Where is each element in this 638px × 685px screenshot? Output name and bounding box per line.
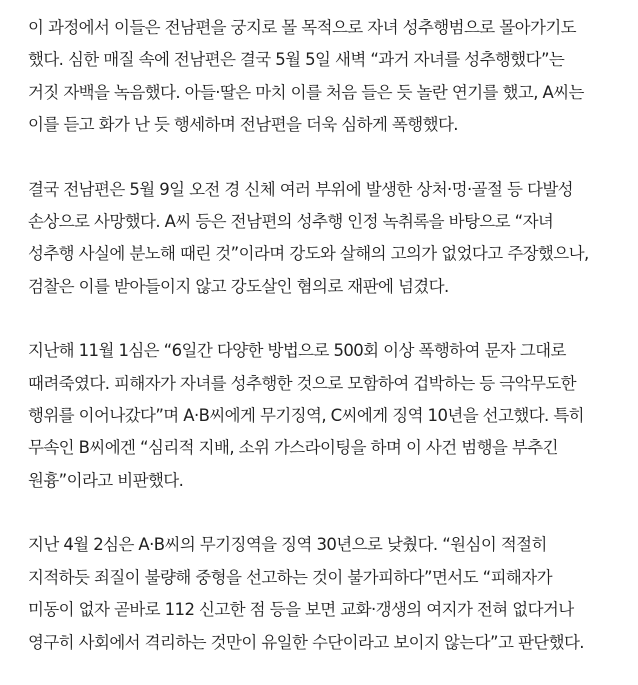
- paragraph-line: 결국 전남편은 5월 9일 오전 경 신체 여러 부위에 발생한 상처·멍·골절 등 다발성: [28, 179, 573, 199]
- paragraph-line: 검찰은 이를 받아들이지 않고 강도살인 혐의로 재판에 넘겼다.: [28, 276, 449, 296]
- paragraph-line: 때려죽였다. 피해자가 자녀를 성추행한 것으로 모함하여 겁박하는 등 극악무도한: [28, 373, 576, 393]
- paragraph-line: 지적하듯 죄질이 불량해 중형을 선고하는 것이 불가피하다”면서도 “피해자가: [28, 567, 552, 587]
- paragraph-line: 미동이 없자 곧바로 112 신고한 점 등을 보면 교화·갱생의 여지가 전혀 없다거나: [28, 600, 574, 620]
- paragraph-line: 지난 4월 2심은 A·B씨의 무기징역을 징역 30년으로 낮췄다. “원심이 적절히: [28, 535, 547, 555]
- paragraph-line: 원흉”이라고 비판했다.: [28, 470, 184, 490]
- article-paragraph-1: [28, 12, 616, 142]
- paragraph-line: 거짓 자백을 녹음했다. 아들·딸은 마치 이를 처음 들은 듯 놀란 연기를 했고, A씨는: [28, 82, 584, 102]
- paragraph-line: 손상으로 사망했다. A씨 등은 전남편의 성추행 인정 녹취록을 바탕으로 “자녀: [28, 212, 554, 232]
- paragraph-line: 지난해 11월 1심은 “6일간 다양한 방법으로 500회 이상 폭행하여 문자 그대로: [28, 341, 566, 361]
- paragraph-line: 영구히 사회에서 격리하는 것만이 유일한 수단이라고 보이지 않는다”고 판단했다.: [28, 632, 584, 652]
- paragraph-line: 했다. 심한 매질 속에 전남편은 결국 5월 5일 새벽 “과거 자녀를 성추행했다”는: [28, 50, 565, 70]
- paragraph-line: 행위를 이어나갔다”며 A·B씨에게 무기징역, C씨에게 징역 10년을 선고했다. 특히: [28, 406, 584, 426]
- article-paragraph-3: [28, 335, 616, 497]
- paragraph-line: 무속인 B씨에겐 “심리적 지배, 소위 가스라이팅을 하며 이 사건 범행을 부추긴: [28, 438, 558, 458]
- article-paragraph-2: [28, 174, 616, 304]
- article-paragraph-4: [28, 529, 616, 659]
- paragraph-line: 이 과정에서 이들은 전남편을 궁지로 몰 목적으로 자녀 성추행범으로 몰아가기도: [28, 18, 576, 37]
- paragraph-line: 이를 듣고 화가 난 듯 행세하며 전남편을 더욱 심하게 폭행했다.: [28, 115, 458, 135]
- paragraph-line: 성추행 사실에 분노해 때린 것”이라며 강도와 살해의 고의가 없었다고 주장했으나,: [28, 244, 589, 264]
- article-body: [28, 12, 616, 659]
